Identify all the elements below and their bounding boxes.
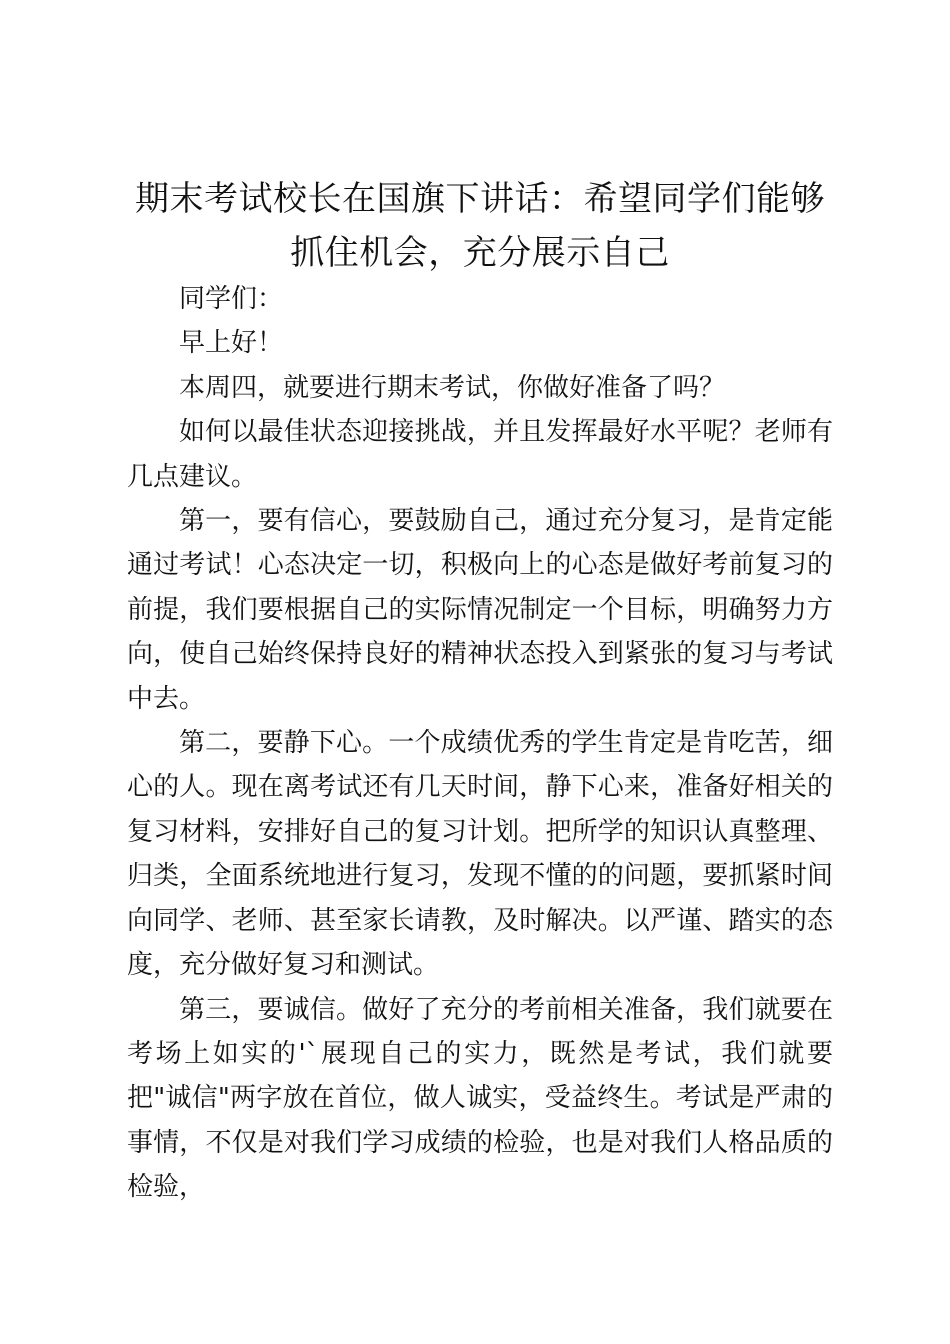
paragraph: 本周四，就要进行期末考试，你做好准备了吗？	[179, 372, 726, 403]
paragraph: 第一，要有信心，要鼓励自己，通过充分复习，是肯定能通过考试！心态决定一切，积极向上的心态是做好考前复习的前提，我们要根据自己的实际情况制定一个目标，明确努力方向，使自己始终保持良好的精神状态投入到紧张的复习与考试中去。	[127, 506, 833, 714]
document-title: 期末考试校长在国旗下讲话：希望同学们能够抓住机会，充分展示自己	[135, 179, 825, 273]
paragraph: 如何以最佳状态迎接挑战，并且发挥最好水平呢？老师有几点建议。	[127, 417, 833, 492]
salutation: 同学们：	[179, 284, 284, 314]
greeting: 早上好！	[179, 328, 284, 359]
paragraph: 第二，要静下心。一个成绩优秀的学生肯定是肯吃苦，细心的人。现在离考试还有几天时间，静下心来，准备好相关的复习材料，安排好自己的复习计划。把所学的知识认真整理、归类，全面系统地进行复习，发现不懂的的问题，要抓紧时间向同学、老师、甚至家长请教，及时解决。以严谨、踏实的态度，充分做好复习和测试。	[127, 728, 833, 981]
document-body	[127, 277, 833, 1210]
paragraph: 第三，要诚信。做好了充分的考前相关准备，我们就要在考场上如实的'`展现自己的实力，既然是考试，我们就要把"诚信"两字放在首位，做人诚实，受益终生。考试是严肃的事情，不仅是对我们学习成绩的检验，也是对我们人格品质的检验，	[127, 994, 833, 1203]
